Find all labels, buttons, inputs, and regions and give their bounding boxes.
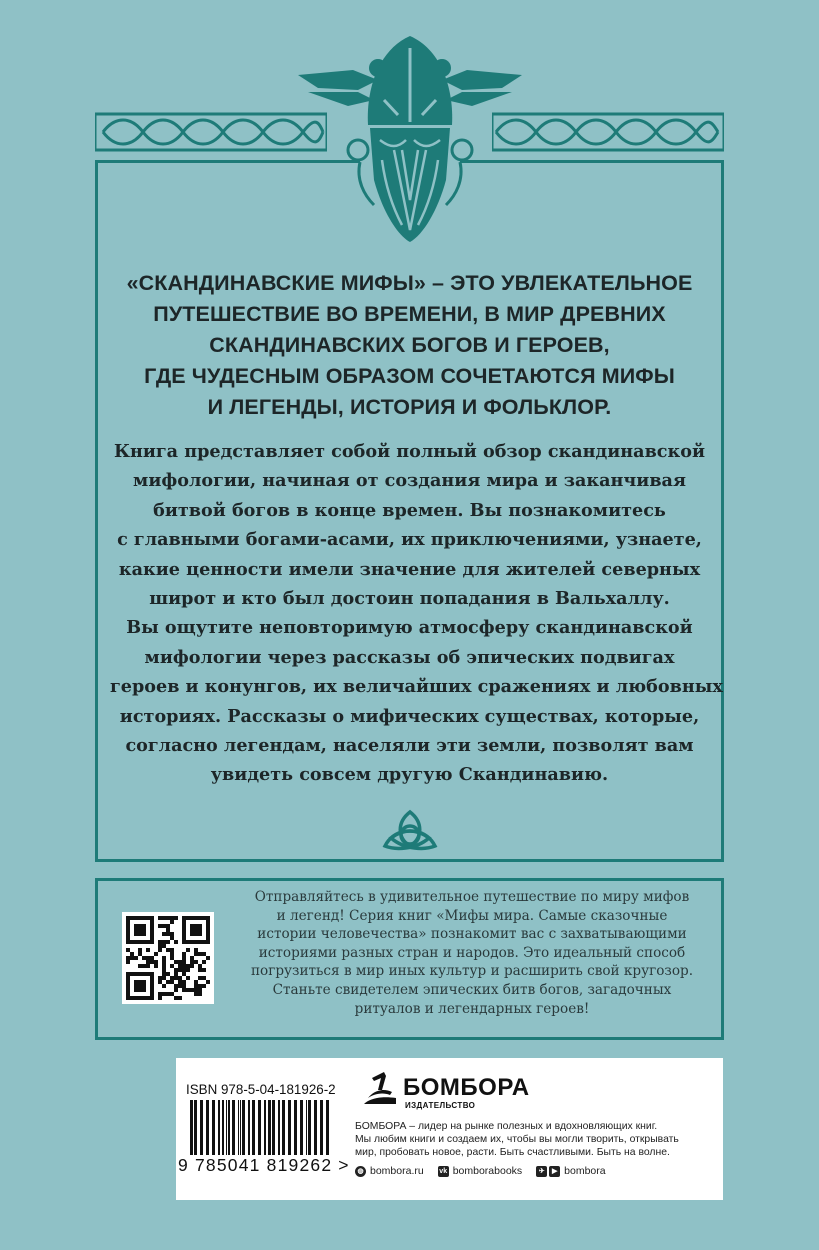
- vk-icon: vk: [439, 1167, 448, 1175]
- description-line: какие ценности имели значение для жителей северных: [118, 558, 701, 580]
- social-label: bomborabooks: [452, 1165, 523, 1177]
- barcode-digits: 9 785041 819262 >: [178, 1155, 350, 1175]
- headline: [120, 268, 699, 423]
- headline-line: И ЛЕГЕНДЫ, ИСТОРИЯ И ФОЛЬКЛОР.: [207, 395, 612, 419]
- description-line: увидеть совсем другую Скандинавию.: [210, 764, 609, 786]
- headline-line: СКАНДИНАВСКИХ БОГОВ И ГЕРОЕВ,: [209, 333, 610, 357]
- promo-line: истории человечества» познакомит вас с захватывающими: [257, 926, 687, 943]
- barcode-icon: [186, 1100, 336, 1155]
- triquetra-ornament-icon: [363, 808, 457, 852]
- publisher-name: БОМБОРА: [403, 1074, 530, 1101]
- promo-line: и легенд! Серия книг «Мифы мира. Самые сказочные: [276, 907, 668, 924]
- publisher-subtitle: ИЗДАТЕЛЬСТВО: [405, 1101, 476, 1110]
- tg-icon: ▶: [549, 1166, 560, 1177]
- headline-line: ГДЕ ЧУДЕСНЫМ ОБРАЗОМ СОЧЕТАЮТСЯ МИФЫ: [144, 364, 675, 388]
- tg-icon: ✈: [536, 1166, 547, 1177]
- promo-line: ритуалов и легендарных героев!: [354, 1000, 590, 1017]
- description-line: героев и конунгов, их величайших сражениях и любовных: [110, 676, 723, 698]
- bombora-logo-icon: [360, 1068, 400, 1108]
- social-link-vk[interactable]: [438, 1165, 522, 1177]
- promo-line: историями разных стран и народов. Это идеальный способ: [258, 944, 686, 961]
- publisher-socials: [355, 1165, 620, 1177]
- description-line: с главными богами-асами, их приключениями, узнаете,: [117, 529, 702, 551]
- promo-line: Отправляйтесь в удивительное путешествие по миру мифов: [254, 889, 690, 905]
- headline-line: «СКАНДИНАВСКИЕ МИФЫ» – ЭТО УВЛЕКАТЕЛЬНОЕ: [126, 271, 693, 295]
- globe-icon: ◍: [355, 1166, 366, 1177]
- isbn-text: ISBN 978-5-04-181926-2: [186, 1082, 336, 1097]
- description-line: Вы ощутите неповторимую атмосферу скандинавской: [126, 617, 693, 639]
- qr-code-icon: [126, 916, 210, 1000]
- description-line: историях. Рассказы о мифических существах, которые,: [119, 705, 700, 727]
- description-line: широт и кто был достоин попадания в Вальхаллу.: [149, 588, 670, 610]
- description-line: мифологии, начиная от создания мира и заканчивая: [133, 470, 686, 492]
- celtic-knot-band-left: [95, 112, 327, 152]
- description-text: [110, 437, 723, 790]
- description-line: согласно легендам, населяли эти земли, позволят вам: [125, 735, 694, 757]
- promo-line: Станьте свидетелем эпических битв богов, загадочных: [272, 981, 672, 998]
- social-label: bombora: [564, 1165, 606, 1177]
- description-line: мифологии через рассказы об эпических подвигах: [144, 646, 675, 668]
- publisher-description: [355, 1120, 715, 1160]
- social-label: bombora.ru: [370, 1165, 424, 1177]
- description-line: Книга представляет собой полный обзор скандинавской: [113, 441, 706, 462]
- celtic-knot-band-right: [492, 112, 724, 152]
- viking-helmet-emblem-icon: [298, 30, 522, 245]
- series-promo-text: [232, 888, 712, 1018]
- publisher-description-line: БОМБОРА – лидер на рынке полезных и вдохновляющих книг.: [355, 1121, 658, 1132]
- headline-line: ПУТЕШЕСТВИЕ ВО ВРЕМЕНИ, В МИР ДРЕВНИХ: [153, 302, 666, 326]
- qr-code[interactable]: [122, 912, 214, 1004]
- description-line: битвой богов в конце времен. Вы познакомитесь: [153, 499, 666, 521]
- social-link-website[interactable]: [355, 1165, 424, 1177]
- promo-line: погрузиться в мир иных культур и расширить свой кругозор.: [250, 963, 694, 980]
- publisher-description-line: Мы любим книги и создаем их, чтобы вы могли творить, открывать: [355, 1134, 679, 1146]
- publisher-description-line: мир, пробовать новое, расти. Быть счастливыми. Быть на волне.: [355, 1147, 670, 1159]
- social-link-telegram[interactable]: [536, 1165, 605, 1177]
